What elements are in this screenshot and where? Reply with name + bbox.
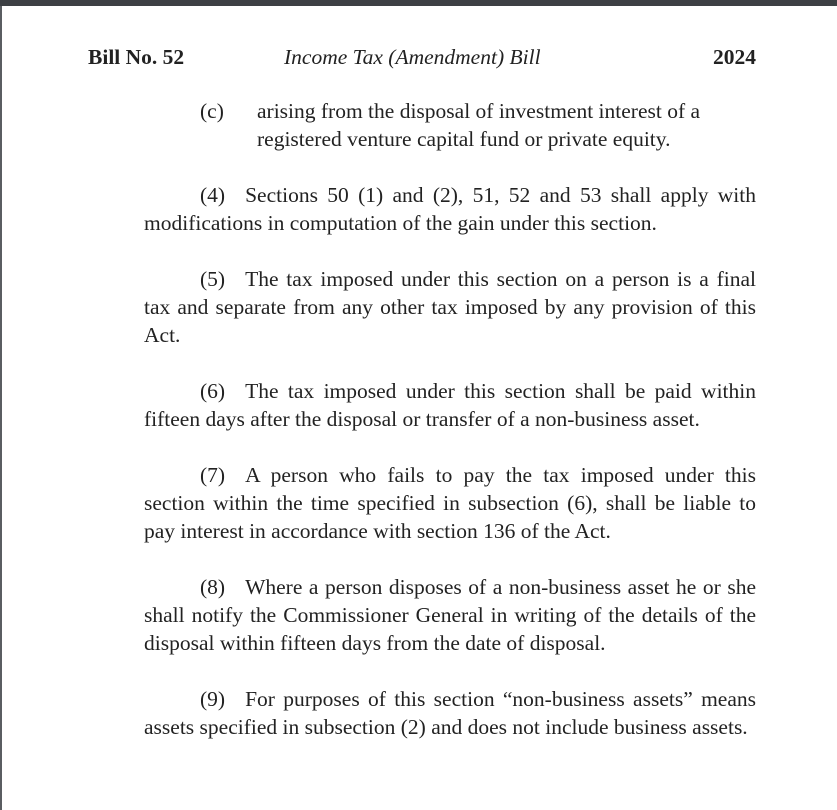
subsection-text: A person who fails to pay the tax imposed under this section within the time specified in subsection (6), shall be liable to pay interest in accordance with section 136 of the Act. (144, 463, 756, 543)
document-body (144, 97, 756, 769)
paragraph-text: arising from the disposal of investment interest of a registered venture capital fund or private equity. (257, 99, 701, 151)
subsection-6 (144, 377, 756, 433)
subsection-7 (144, 461, 756, 545)
document-page (2, 6, 837, 810)
paragraph-c (144, 97, 756, 153)
subsection-number: (4) (200, 183, 226, 207)
subsection-text: Where a person disposes of a non-business asset he or she shall notify the Commissioner General in writing of the details of the disposal within fifteen days from the date of disposal. (144, 575, 756, 655)
subsection-text: Sections 50 (1) and (2), 51, 52 and 53 shall apply with modifications in computation of the gain under this section. (144, 183, 756, 235)
subsection-9 (144, 685, 756, 741)
subsection-text: The tax imposed under this section on a person is a final tax and separate from any other tax imposed by any provision of this Act. (144, 267, 756, 347)
bill-year: 2024 (713, 45, 756, 69)
subsection-number: (8) (200, 575, 226, 599)
subsection-text: The tax imposed under this section shall be paid within fifteen days after the disposal or transfer of a non-business asset. (144, 379, 756, 431)
subsection-number: (5) (200, 267, 226, 291)
subsection-8 (144, 573, 756, 657)
bill-number: Bill No. 52 (88, 45, 185, 69)
bill-title: Income Tax (Amendment) Bill (284, 45, 541, 69)
subsection-4 (144, 181, 756, 237)
paragraph-label: (c) (200, 99, 224, 123)
subsection-number: (9) (200, 687, 226, 711)
subsection-number: (7) (200, 463, 226, 487)
subsection-number: (6) (200, 379, 226, 403)
subsection-5 (144, 265, 756, 349)
running-header (88, 42, 756, 72)
subsection-text: For purposes of this section “non-business assets” means assets specified in subsection (2) and does not include business assets. (144, 687, 756, 739)
